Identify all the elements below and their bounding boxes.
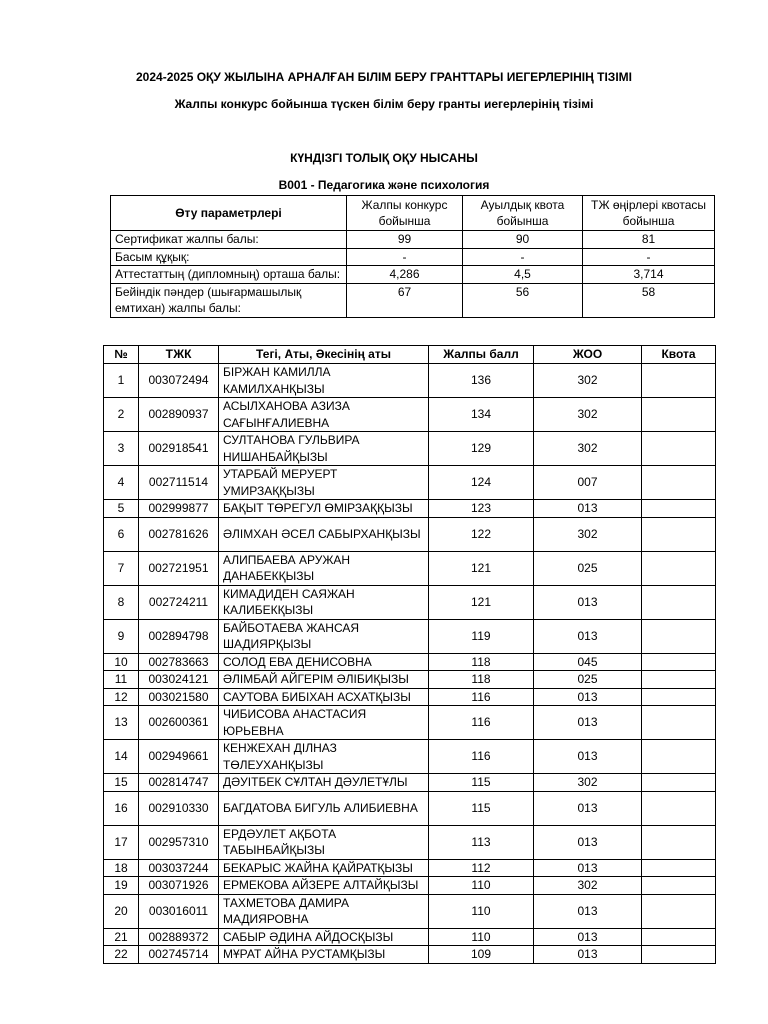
students-header-row (104, 346, 716, 364)
params-header-row (111, 196, 715, 231)
row-university: 013 (534, 946, 642, 964)
row-id: 003072494 (139, 364, 219, 398)
row-quota (642, 740, 716, 774)
params-value: 67 (347, 283, 463, 317)
table-row (104, 466, 716, 500)
row-name: БЕКАРЫС ЖАЙНА ҚАЙРАТҚЫЗЫ (219, 859, 429, 877)
header-cell-number: № (104, 346, 139, 364)
row-number: 2 (104, 398, 139, 432)
row-name: ӘЛІМБАЙ АЙГЕРІМ ӘЛІБИҚЫЗЫ (219, 671, 429, 689)
row-quota (642, 500, 716, 518)
row-university: 013 (534, 791, 642, 825)
document-title: 2024-2025 ОҚУ ЖЫЛЫНА АРНАЛҒАН БІЛІМ БЕРУ ГРАНТТАРЫ ИЕГЕРЛЕРІНІҢ ТІЗІМІ (136, 70, 632, 84)
document-subtitle: Жалпы конкурс бойынша түскен білім беру гранты иегерлерінің тізімі (174, 97, 594, 111)
row-name: ӘЛІМХАН ӘСЕЛ САБЫРХАНҚЫЗЫ (219, 517, 429, 551)
row-university: 302 (534, 517, 642, 551)
row-score: 115 (429, 791, 534, 825)
row-name: ЧИБИСОВА АНАСТАСИЯ ЮРЬЕВНА (219, 706, 429, 740)
params-row (111, 266, 715, 284)
params-value: 99 (347, 231, 463, 249)
row-quota (642, 894, 716, 928)
table-row (104, 791, 716, 825)
row-university: 013 (534, 859, 642, 877)
header-cell-score: Жалпы балл (429, 346, 534, 364)
row-score: 110 (429, 877, 534, 895)
params-value: 90 (463, 231, 583, 249)
row-score: 118 (429, 653, 534, 671)
row-id: 002894798 (139, 619, 219, 653)
row-number: 11 (104, 671, 139, 689)
row-number: 5 (104, 500, 139, 518)
row-number: 14 (104, 740, 139, 774)
row-university: 007 (534, 466, 642, 500)
row-number: 15 (104, 774, 139, 792)
row-id: 002783663 (139, 653, 219, 671)
row-quota (642, 517, 716, 551)
row-university: 013 (534, 585, 642, 619)
row-quota (642, 774, 716, 792)
row-score: 123 (429, 500, 534, 518)
table-row (104, 551, 716, 585)
row-university: 013 (534, 500, 642, 518)
row-id: 002711514 (139, 466, 219, 500)
row-university: 013 (534, 688, 642, 706)
row-id: 002890937 (139, 398, 219, 432)
header-cell-id: ТЖК (139, 346, 219, 364)
table-row (104, 585, 716, 619)
row-score: 115 (429, 774, 534, 792)
row-university: 025 (534, 551, 642, 585)
table-row (104, 688, 716, 706)
params-row (111, 283, 715, 317)
row-number: 20 (104, 894, 139, 928)
header-cell-name: Тегі, Аты, Әкесінің аты (219, 346, 429, 364)
row-number: 9 (104, 619, 139, 653)
params-value: - (583, 248, 715, 266)
row-number: 12 (104, 688, 139, 706)
row-quota (642, 859, 716, 877)
row-quota (642, 551, 716, 585)
table-row (104, 500, 716, 518)
table-row (104, 946, 716, 964)
row-id: 002724211 (139, 585, 219, 619)
params-label: Бейіндік пәндер (шығармашылық емтихан) жалпы балы: (111, 283, 347, 317)
row-number: 3 (104, 432, 139, 466)
row-score: 134 (429, 398, 534, 432)
row-university: 302 (534, 774, 642, 792)
table-row (104, 619, 716, 653)
table-row (104, 517, 716, 551)
table-row (104, 706, 716, 740)
row-id: 002721951 (139, 551, 219, 585)
row-id: 003021580 (139, 688, 219, 706)
row-university: 013 (534, 740, 642, 774)
row-name: СУЛТАНОВА ГУЛЬВИРА НИШАНБАЙҚЫЗЫ (219, 432, 429, 466)
row-name: БІРЖАН КАМИЛЛА КАМИЛХАНҚЫЗЫ (219, 364, 429, 398)
table-row (104, 825, 716, 859)
row-number: 19 (104, 877, 139, 895)
row-number: 1 (104, 364, 139, 398)
params-header-cell: Жалпы конкурс бойынша (347, 196, 463, 231)
specialty-title: B001 - Педагогика және психология (278, 178, 490, 192)
row-number: 8 (104, 585, 139, 619)
params-label: Сертификат жалпы балы: (111, 231, 347, 249)
row-score: 112 (429, 859, 534, 877)
row-quota (642, 653, 716, 671)
row-quota (642, 671, 716, 689)
params-value: 56 (463, 283, 583, 317)
table-row (104, 877, 716, 895)
table-row (104, 894, 716, 928)
row-id: 002910330 (139, 791, 219, 825)
row-score: 110 (429, 928, 534, 946)
row-name: САУТОВА БИБІХАН АСХАТҚЫЗЫ (219, 688, 429, 706)
params-value: - (463, 248, 583, 266)
row-number: 17 (104, 825, 139, 859)
params-header-cell: Өту параметрлері (111, 196, 347, 231)
row-number: 22 (104, 946, 139, 964)
row-name: КЕНЖЕХАН ДІЛНАЗ ТӨЛЕУХАНҚЫЗЫ (219, 740, 429, 774)
row-score: 109 (429, 946, 534, 964)
row-id: 002814747 (139, 774, 219, 792)
row-university: 302 (534, 877, 642, 895)
row-number: 6 (104, 517, 139, 551)
row-quota (642, 825, 716, 859)
row-university: 013 (534, 928, 642, 946)
row-score: 124 (429, 466, 534, 500)
row-score: 116 (429, 706, 534, 740)
row-quota (642, 688, 716, 706)
params-header-cell: ТЖ өңірлері квотасы бойынша (583, 196, 715, 231)
row-quota (642, 791, 716, 825)
row-quota (642, 398, 716, 432)
row-university: 302 (534, 364, 642, 398)
row-quota (642, 877, 716, 895)
row-quota (642, 619, 716, 653)
row-university: 013 (534, 619, 642, 653)
row-number: 18 (104, 859, 139, 877)
params-value: - (347, 248, 463, 266)
row-id: 002918541 (139, 432, 219, 466)
row-id: 002781626 (139, 517, 219, 551)
row-name: ДӘУІТБЕК СҰЛТАН ДӘУЛЕТҰЛЫ (219, 774, 429, 792)
row-number: 21 (104, 928, 139, 946)
row-number: 10 (104, 653, 139, 671)
params-row (111, 231, 715, 249)
row-university: 302 (534, 398, 642, 432)
row-quota (642, 928, 716, 946)
params-value: 4,5 (463, 266, 583, 284)
row-name: СОЛОД ЕВА ДЕНИСОВНА (219, 653, 429, 671)
row-name: ТАХМЕТОВА ДАМИРА МАДИЯРОВНА (219, 894, 429, 928)
row-score: 118 (429, 671, 534, 689)
row-quota (642, 706, 716, 740)
row-number: 4 (104, 466, 139, 500)
row-name: УТАРБАЙ МЕРУЕРТ УМИРЗАҚҚЫЗЫ (219, 466, 429, 500)
row-score: 121 (429, 551, 534, 585)
row-name: ЕРМЕКОВА АЙЗЕРЕ АЛТАЙҚЫЗЫ (219, 877, 429, 895)
params-value: 58 (583, 283, 715, 317)
admission-parameters-table (110, 195, 715, 318)
row-name: БАҚЫТ ТӨРЕГУЛ ӨМІРЗАҚҚЫЗЫ (219, 500, 429, 518)
row-id: 003071926 (139, 877, 219, 895)
table-row (104, 653, 716, 671)
params-row (111, 248, 715, 266)
header-cell-quota: Квота (642, 346, 716, 364)
row-score: 110 (429, 894, 534, 928)
table-row (104, 928, 716, 946)
row-id: 002745714 (139, 946, 219, 964)
row-id: 002889372 (139, 928, 219, 946)
params-header-cell: Ауылдық квота бойынша (463, 196, 583, 231)
row-id: 002999877 (139, 500, 219, 518)
row-score: 129 (429, 432, 534, 466)
row-name: АСЫЛХАНОВА АЗИЗА САҒЫНҒАЛИЕВНА (219, 398, 429, 432)
table-row (104, 364, 716, 398)
row-university: 013 (534, 825, 642, 859)
table-row (104, 740, 716, 774)
row-university: 013 (534, 894, 642, 928)
row-university: 013 (534, 706, 642, 740)
row-score: 122 (429, 517, 534, 551)
grant-holders-table (103, 345, 716, 964)
row-university: 045 (534, 653, 642, 671)
row-university: 302 (534, 432, 642, 466)
row-quota (642, 946, 716, 964)
row-name: САБЫР ӘДИНА АЙДОСҚЫЗЫ (219, 928, 429, 946)
row-score: 113 (429, 825, 534, 859)
row-quota (642, 585, 716, 619)
params-label: Аттестаттың (дипломның) орташа балы: (111, 266, 347, 284)
params-value: 4,286 (347, 266, 463, 284)
table-row (104, 432, 716, 466)
row-name: АЛИПБАЕВА АРУЖАН ДАНАБЕКҚЫЗЫ (219, 551, 429, 585)
params-value: 81 (583, 231, 715, 249)
row-university: 025 (534, 671, 642, 689)
table-row (104, 671, 716, 689)
row-score: 136 (429, 364, 534, 398)
row-name: КИМАДИДЕН САЯЖАН КАЛИБЕКҚЫЗЫ (219, 585, 429, 619)
row-quota (642, 364, 716, 398)
row-id: 002957310 (139, 825, 219, 859)
header-cell-university: ЖОО (534, 346, 642, 364)
row-name: ЕРДӘУЛЕТ АҚБОТА ТАБЫНБАЙҚЫЗЫ (219, 825, 429, 859)
row-id: 002600361 (139, 706, 219, 740)
table-row (104, 398, 716, 432)
row-name: МҰРАТ АЙНА РУСТАМҚЫЗЫ (219, 946, 429, 964)
row-id: 002949661 (139, 740, 219, 774)
row-score: 121 (429, 585, 534, 619)
row-quota (642, 466, 716, 500)
row-id: 003037244 (139, 859, 219, 877)
row-quota (642, 432, 716, 466)
row-score: 116 (429, 740, 534, 774)
params-value: 3,714 (583, 266, 715, 284)
row-id: 003016011 (139, 894, 219, 928)
params-label: Басым құқық: (111, 248, 347, 266)
row-number: 7 (104, 551, 139, 585)
row-score: 116 (429, 688, 534, 706)
study-form-title: КҮНДІЗГІ ТОЛЫҚ ОҚУ НЫСАНЫ (290, 151, 478, 165)
row-number: 13 (104, 706, 139, 740)
row-name: БАЙБОТАЕВА ЖАНСАЯ ШАДИЯРҚЫЗЫ (219, 619, 429, 653)
table-row (104, 774, 716, 792)
row-number: 16 (104, 791, 139, 825)
row-score: 119 (429, 619, 534, 653)
row-name: БАГДАТОВА БИГУЛЬ АЛИБИЕВНА (219, 791, 429, 825)
row-id: 003024121 (139, 671, 219, 689)
table-row (104, 859, 716, 877)
